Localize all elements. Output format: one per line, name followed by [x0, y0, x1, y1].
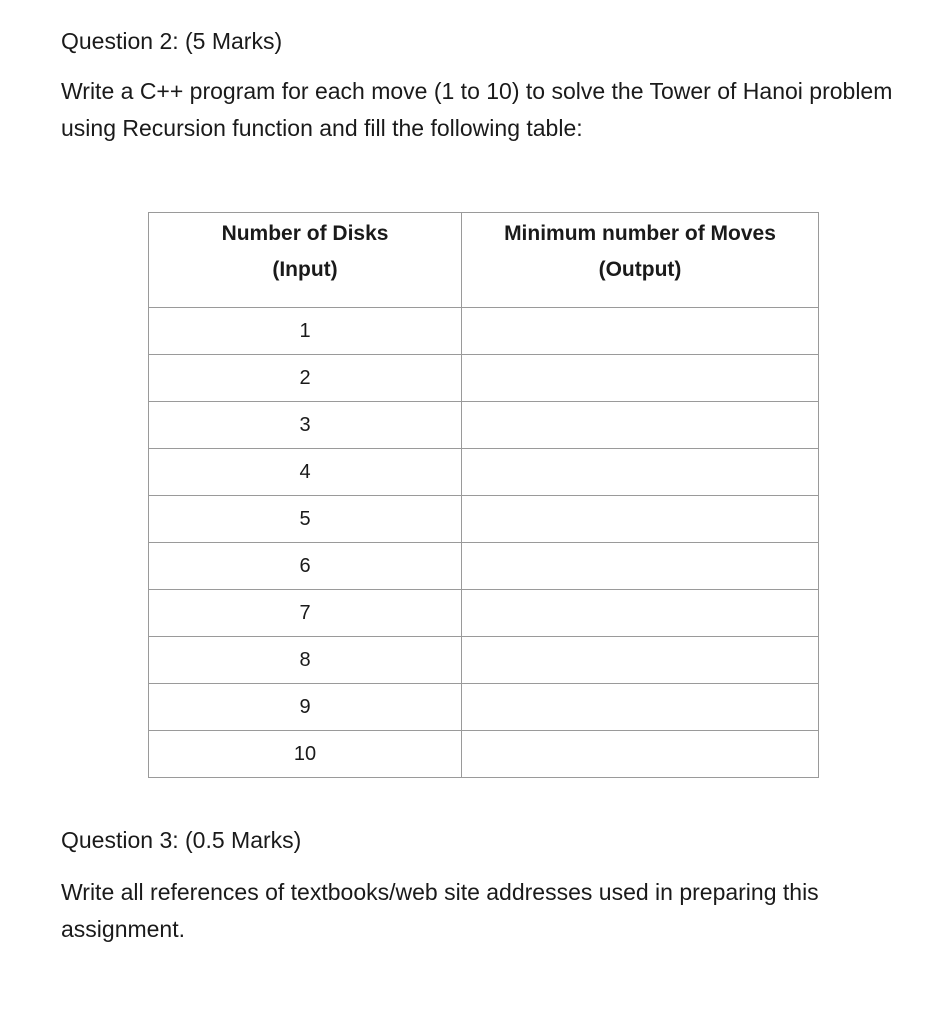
moves-cell[interactable]	[462, 684, 819, 731]
moves-cell[interactable]	[462, 449, 819, 496]
header-minimum-moves-subtitle: (Output)	[598, 258, 682, 281]
disks-cell: 7	[149, 590, 462, 637]
header-minimum-moves-title: Minimum number of Moves	[504, 222, 776, 245]
moves-cell[interactable]	[462, 543, 819, 590]
moves-cell[interactable]	[462, 308, 819, 355]
moves-cell[interactable]	[462, 590, 819, 637]
table-row	[149, 684, 819, 731]
header-minimum-moves	[462, 213, 819, 308]
disks-cell: 10	[149, 731, 462, 778]
table-row	[149, 637, 819, 684]
table-row	[149, 543, 819, 590]
moves-cell[interactable]	[462, 402, 819, 449]
table-row	[149, 308, 819, 355]
table-header-row	[149, 213, 819, 308]
disks-cell: 9	[149, 684, 462, 731]
question-3-heading: Question 3: (0.5 Marks)	[61, 827, 302, 853]
disks-cell: 6	[149, 543, 462, 590]
table-row	[149, 402, 819, 449]
disks-cell: 8	[149, 637, 462, 684]
moves-cell[interactable]	[462, 355, 819, 402]
table-row	[149, 590, 819, 637]
moves-cell[interactable]	[462, 637, 819, 684]
question-2-heading: Question 2: (5 Marks)	[61, 28, 283, 54]
disks-cell: 1	[149, 308, 462, 355]
table-row	[149, 731, 819, 778]
table-row	[149, 355, 819, 402]
question-3-text: Write all references of textbooks/web site addresses used in preparing this assignment.	[61, 879, 819, 942]
answer-table	[148, 212, 819, 778]
header-number-of-disks-title: Number of Disks	[221, 222, 389, 245]
moves-cell[interactable]	[462, 731, 819, 778]
header-number-of-disks	[149, 213, 462, 308]
moves-cell[interactable]	[462, 496, 819, 543]
disks-cell: 3	[149, 402, 462, 449]
disks-cell: 5	[149, 496, 462, 543]
table-row	[149, 449, 819, 496]
disks-cell: 2	[149, 355, 462, 402]
question-2-text: Write a C++ program for each move (1 to 10) to solve the Tower of Hanoi problem using Recursion function and fill the following table:	[61, 78, 893, 141]
table-row	[149, 496, 819, 543]
header-number-of-disks-subtitle: (Input)	[272, 258, 338, 281]
disks-cell: 4	[149, 449, 462, 496]
